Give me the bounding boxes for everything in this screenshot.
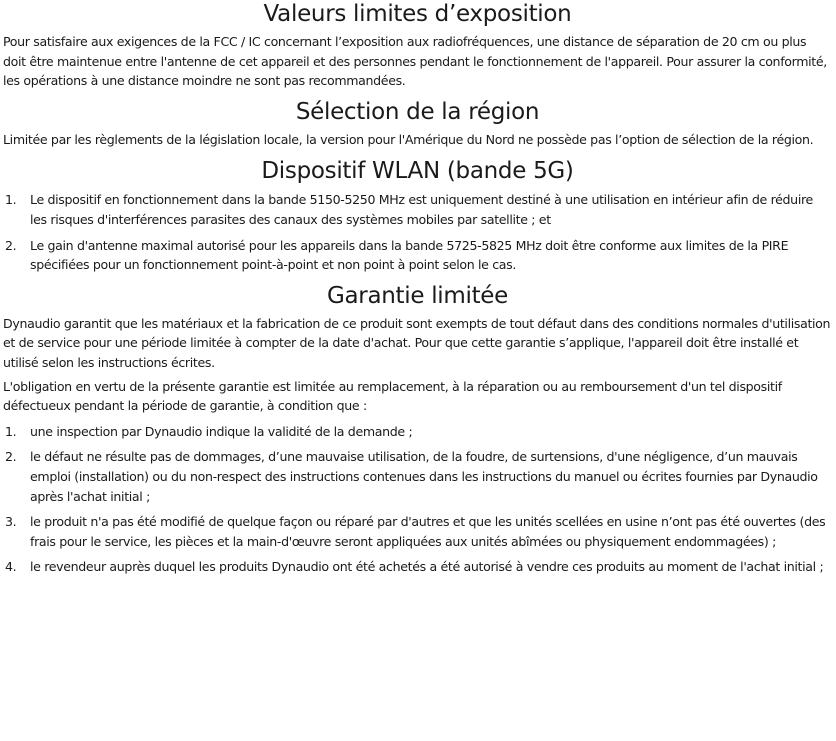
- list-item: [3, 190, 832, 229]
- region-heading: Sélection de la région: [295, 98, 540, 125]
- warranty-section: [3, 282, 832, 577]
- list-item: [3, 447, 832, 506]
- list-item: [3, 236, 832, 275]
- list-item-text: le défaut ne résulte pas de dommages, d’une mauvaise utilisation, de la foudre, de surtensions, d'une négligence, d’un mauvais emploi (installation) ou du non-respect des instructions contenues dans les instructions du manuel ou écrites fournies par Dynaudio après l'achat initial ;: [30, 449, 818, 504]
- list-item-number: 1.: [5, 423, 17, 439]
- list-item-number: 3.: [5, 514, 17, 530]
- list-item-text: le produit n'a pas été modifié de quelque façon ou réparé par d'autres et que les unités scellées en usine n’ont pas été ouvertes (des frais pour le service, les pièces et la main-d'œuvre seront appliquées aux unités abîmées ou physiquement endommagées) ;: [30, 514, 826, 549]
- region-paragraph: Limitée par les règlements de la législation locale, la version pour l'Amérique du Nord ne possède pas l’option de sélection de la région.: [3, 131, 814, 147]
- list-item: [3, 512, 832, 551]
- wlan-section: [3, 157, 832, 274]
- warranty-heading: Garantie limitée: [326, 282, 508, 309]
- list-item-number: 2.: [5, 449, 17, 465]
- list-item-text: Le gain d'antenne maximal autorisé pour les appareils dans la bande 5725-5825 MHz doit être conforme aux limites de la PIRE spécifiées pour un fonctionnement point-à-point et non point à point selon le cas.: [30, 237, 789, 273]
- list-item: [3, 422, 832, 442]
- warranty-paragraph-2: L'obligation en vertu de la présente garantie est limitée au remplacement, à la réparation ou au remboursement d'un tel dispositif défectueux pendant la période de garantie, à condition que :: [3, 378, 782, 414]
- region-section: [3, 98, 832, 150]
- warranty-conditions-list: [3, 422, 832, 577]
- list-item: [3, 557, 832, 577]
- exposure-section: [3, 0, 832, 91]
- list-item-text: une inspection par Dynaudio indique la validité de la demande ;: [30, 423, 413, 439]
- wlan-list: [3, 190, 832, 274]
- exposure-paragraph: Pour satisfaire aux exigences de la FCC / IC concernant l’exposition aux radiofréquences, une distance de séparation de 20 cm ou plus doit être maintenue entre l'antenne de cet appareil et des personnes pendant le fonctionnement de l'appareil. Pour assurer la conformité, les opérations à une distance moindre ne sont pas recommandées.: [3, 34, 827, 89]
- list-item-number: 2.: [5, 237, 17, 253]
- exposure-heading: Valeurs limites d’exposition: [263, 1, 572, 27]
- list-item-text: le revendeur auprès duquel les produits Dynaudio ont été achetés a été autorisé à vendre ces produits au moment de l'achat initial ;: [30, 559, 824, 575]
- list-item-text: Le dispositif en fonctionnement dans la bande 5150-5250 MHz est uniquement destiné à une utilisation en intérieur afin de réduire les risques d'interférences parasites des canaux des systèmes mobiles par satellite ; et: [30, 192, 813, 227]
- wlan-heading: Dispositif WLAN (bande 5G): [261, 158, 574, 185]
- list-item-number: 4.: [5, 559, 17, 575]
- warranty-paragraph-1: Dynaudio garantit que les matériaux et la fabrication de ce produit sont exempts de tout défaut dans des conditions normales d'utilisation et de service pour une période limitée à compter de la date d'achat. Pour que cette garantie s’applique, l'appareil doit être installé et utilisé selon les instructions écrites.: [3, 315, 831, 370]
- list-item-number: 1.: [5, 192, 17, 208]
